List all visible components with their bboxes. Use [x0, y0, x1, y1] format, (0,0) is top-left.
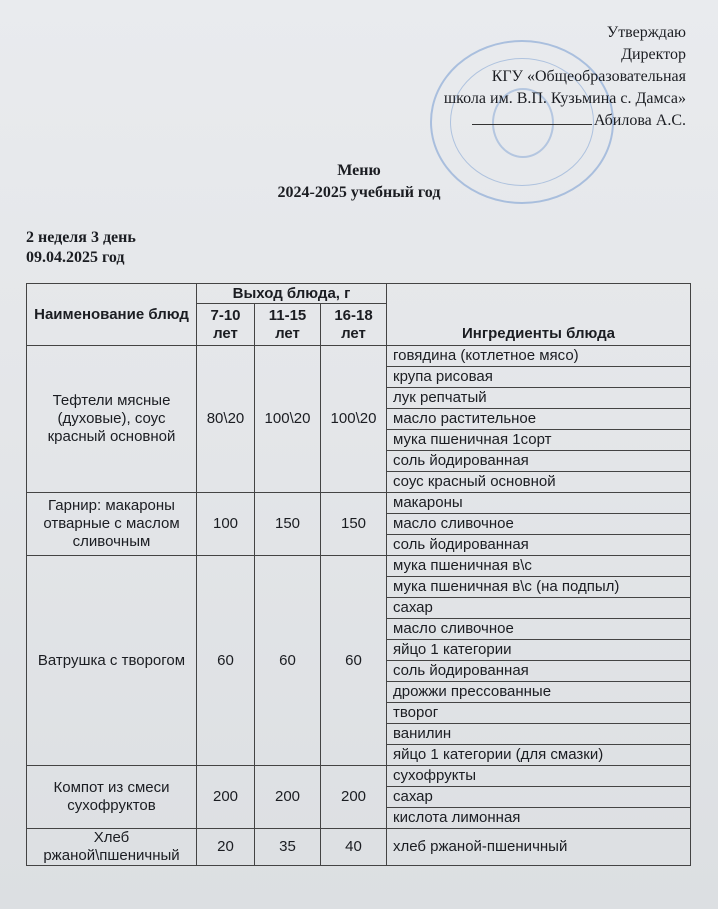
- week-day-label: 2 неделя 3 день: [26, 229, 136, 246]
- ingredient-cell: масло сливочное: [387, 619, 691, 640]
- ingredient-cell: мука пшеничная в\с (на подпыл): [387, 577, 691, 598]
- menu-table: [26, 283, 691, 866]
- header-age-7-10: 7-10 лет: [197, 304, 255, 346]
- yield-11-15: 150: [255, 493, 321, 556]
- ingredient-cell: яйцо 1 категории: [387, 640, 691, 661]
- ingredient-cell: творог: [387, 703, 691, 724]
- approval-line-1: Утверждаю: [606, 24, 686, 41]
- title-year: 2024-2025 учебный год: [277, 184, 441, 201]
- table-row: [27, 829, 691, 866]
- approval-line-4: школа им. В.П. Кузьмина с. Дамса»: [443, 90, 686, 107]
- header-ingredients: Ингредиенты блюда: [387, 284, 691, 346]
- dish-name: Тефтели мясные (духовые), соус красный основной: [27, 346, 197, 493]
- day-info: [26, 228, 136, 268]
- ingredient-cell: крупа рисовая: [387, 367, 691, 388]
- ingredient-cell: макароны: [387, 493, 691, 514]
- ingredient-cell: соль йодированная: [387, 661, 691, 682]
- approval-line-2: Директор: [621, 46, 686, 63]
- table-row: [27, 766, 691, 787]
- yield-7-10: 200: [197, 766, 255, 829]
- ingredient-cell: сахар: [387, 598, 691, 619]
- dish-name: Гарнир: макароны отварные с маслом сливочным: [27, 493, 197, 556]
- signature-line: [472, 124, 592, 125]
- table-row: [27, 556, 691, 577]
- table-row: [27, 493, 691, 514]
- ingredient-cell: говядина (котлетное мясо): [387, 346, 691, 367]
- dish-name: Ватрушка с творогом: [27, 556, 197, 766]
- yield-7-10: 20: [197, 829, 255, 866]
- ingredient-cell: дрожжи прессованные: [387, 682, 691, 703]
- ingredient-cell: масло сливочное: [387, 514, 691, 535]
- page-title: [0, 160, 718, 204]
- title-menu: Меню: [337, 162, 381, 179]
- table-row: [27, 346, 691, 367]
- yield-16-18: 60: [321, 556, 387, 766]
- approval-line-5: Абилова А.С.: [593, 112, 686, 129]
- yield-11-15: 200: [255, 766, 321, 829]
- yield-11-15: 60: [255, 556, 321, 766]
- yield-16-18: 200: [321, 766, 387, 829]
- ingredient-cell: яйцо 1 категории (для смазки): [387, 745, 691, 766]
- header-dish-name: Наименование блюд: [27, 284, 197, 346]
- ingredient-cell: ванилин: [387, 724, 691, 745]
- header-age-16-18: 16-18 лет: [321, 304, 387, 346]
- ingredient-cell: масло растительное: [387, 409, 691, 430]
- yield-16-18: 40: [321, 829, 387, 866]
- ingredient-cell: сухофрукты: [387, 766, 691, 787]
- yield-16-18: 100\20: [321, 346, 387, 493]
- header-yield: Выход блюда, г: [197, 284, 387, 304]
- header-age-11-15: 11-15 лет: [255, 304, 321, 346]
- dish-name: Хлеб ржаной\пшеничный: [27, 829, 197, 866]
- yield-11-15: 100\20: [255, 346, 321, 493]
- yield-7-10: 100: [197, 493, 255, 556]
- menu-table-body: [27, 346, 691, 866]
- dish-name: Компот из смеси сухофруктов: [27, 766, 197, 829]
- ingredient-cell: хлеб ржаной-пшеничный: [387, 829, 691, 866]
- approval-block: [444, 22, 686, 132]
- ingredient-cell: сахар: [387, 787, 691, 808]
- date-label: 09.04.2025 год: [26, 249, 125, 266]
- ingredient-cell: соль йодированная: [387, 535, 691, 556]
- approval-line-3: КГУ «Общеобразовательная: [491, 68, 686, 85]
- ingredient-cell: соль йодированная: [387, 451, 691, 472]
- ingredient-cell: мука пшеничная 1сорт: [387, 430, 691, 451]
- ingredient-cell: мука пшеничная в\с: [387, 556, 691, 577]
- yield-11-15: 35: [255, 829, 321, 866]
- ingredient-cell: лук репчатый: [387, 388, 691, 409]
- ingredient-cell: соус красный основной: [387, 472, 691, 493]
- ingredient-cell: кислота лимонная: [387, 808, 691, 829]
- yield-16-18: 150: [321, 493, 387, 556]
- approval-signature-row: [444, 110, 686, 132]
- yield-7-10: 60: [197, 556, 255, 766]
- yield-7-10: 80\20: [197, 346, 255, 493]
